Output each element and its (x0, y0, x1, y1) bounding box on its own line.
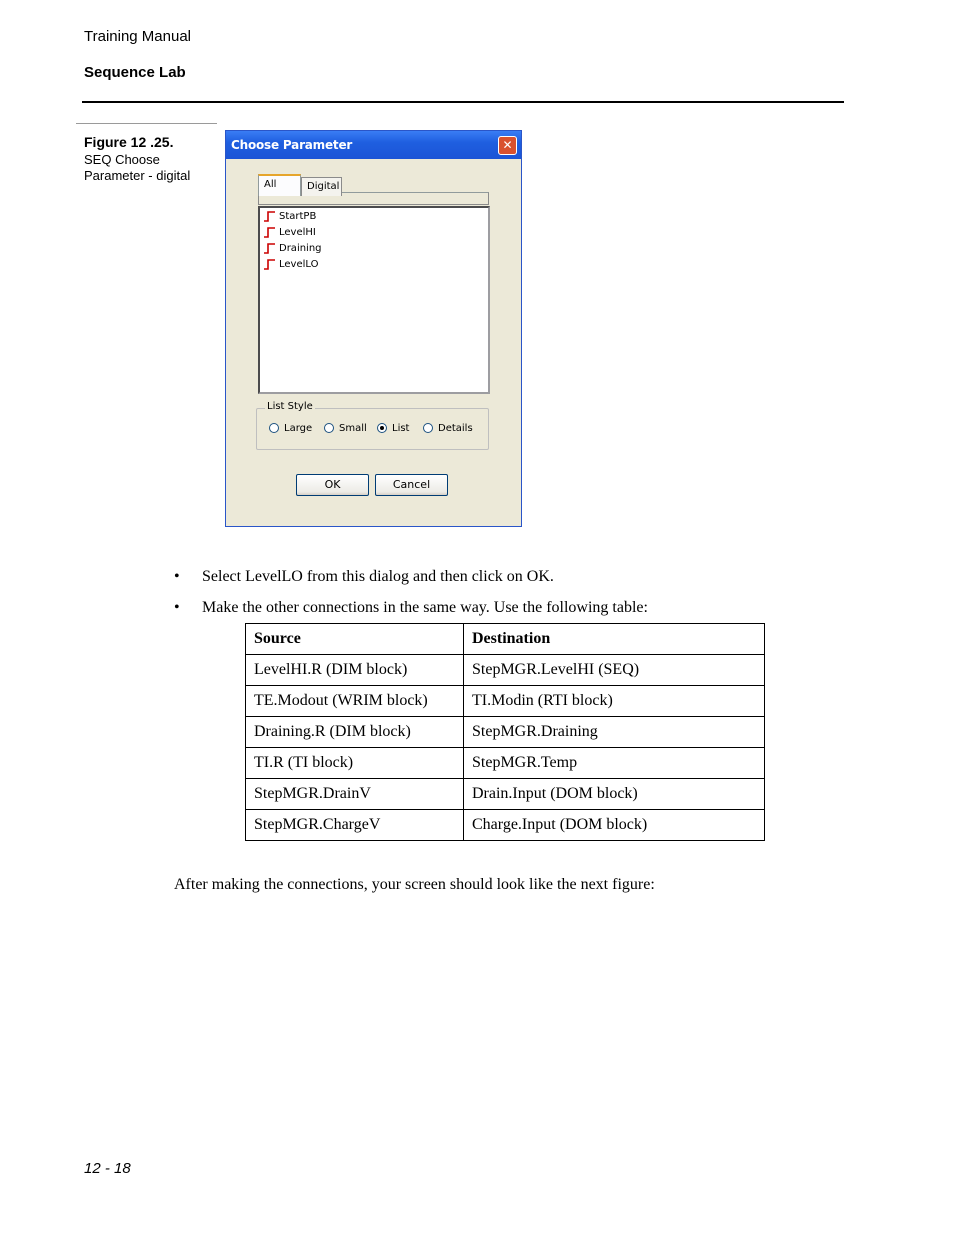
tab-digital[interactable]: Digital (301, 177, 342, 196)
section-title: Sequence Lab (84, 64, 186, 81)
close-icon[interactable]: ✕ (498, 136, 517, 155)
list-style-group (256, 401, 489, 450)
radio-large[interactable] (269, 423, 312, 434)
table-row (246, 686, 765, 717)
list-item[interactable] (264, 227, 316, 243)
cancel-button[interactable]: Cancel (375, 474, 448, 496)
digital-signal-icon (264, 227, 276, 238)
ok-button[interactable]: OK (296, 474, 369, 496)
digital-signal-icon (264, 259, 276, 270)
list-item-label: StartPB (279, 211, 317, 222)
list-item[interactable] (264, 259, 318, 275)
bullet-text: Make the other connections in the same way. Use the following table: (202, 599, 648, 616)
source-cell: StepMGR.DrainV (246, 779, 464, 810)
figure-label: Figure 12 .25. (84, 134, 174, 150)
table-row (246, 810, 765, 841)
header-rule (82, 101, 844, 103)
radio-circle[interactable] (423, 423, 433, 433)
radio-list[interactable] (377, 423, 409, 434)
page-number: 12 - 18 (84, 1160, 131, 1177)
bullet-marker: • (174, 568, 180, 585)
list-style-legend: List Style (267, 401, 313, 412)
radio-label: Details (438, 423, 473, 434)
radio-circle[interactable] (269, 423, 279, 433)
choose-parameter-dialog (225, 130, 522, 527)
document-title: Training Manual (84, 28, 191, 45)
destination-cell: StepMGR.LevelHI (SEQ) (464, 655, 765, 686)
list-item-label: LevelHI (279, 227, 316, 238)
table-row (246, 655, 765, 686)
source-cell: Draining.R (DIM block) (246, 717, 464, 748)
destination-cell: Drain.Input (DOM block) (464, 779, 765, 810)
destination-cell: StepMGR.Draining (464, 717, 765, 748)
digital-signal-icon (264, 243, 276, 254)
list-item-label: LevelLO (279, 259, 319, 270)
radio-circle[interactable] (324, 423, 334, 433)
body-paragraph: After making the connections, your screen should look like the next figure: (174, 876, 655, 893)
parameter-list[interactable] (258, 206, 490, 394)
dialog-title: Choose Parameter (231, 138, 353, 152)
header-destination: Destination (464, 624, 765, 655)
destination-cell: StepMGR.Temp (464, 748, 765, 779)
table-header-row (246, 624, 765, 655)
radio-label: Large (284, 423, 313, 434)
dialog-title-bar[interactable] (226, 131, 521, 159)
digital-signal-icon (264, 211, 276, 222)
source-cell: LevelHI.R (DIM block) (246, 655, 464, 686)
destination-cell: TI.Modin (RTI block) (464, 686, 765, 717)
tab-all[interactable]: All (258, 174, 301, 196)
source-cell: StepMGR.ChargeV (246, 810, 464, 841)
list-item-label: Draining (279, 243, 322, 254)
destination-cell: Charge.Input (DOM block) (464, 810, 765, 841)
radio-label: List (392, 423, 410, 434)
radio-label: Small (339, 423, 367, 434)
table-row (246, 748, 765, 779)
figure-caption: SEQ Choose Parameter - digital (84, 152, 191, 183)
list-item[interactable] (264, 243, 322, 259)
bullet-marker: • (174, 599, 180, 616)
header-source: Source (246, 624, 464, 655)
table-row (246, 717, 765, 748)
list-item[interactable] (264, 211, 316, 227)
bullet-text: Select LevelLO from this dialog and then click on OK. (202, 568, 554, 585)
connections-table (245, 623, 765, 841)
caption-rule (76, 123, 217, 124)
source-cell: TE.Modout (WRIM block) (246, 686, 464, 717)
radio-details[interactable] (423, 423, 473, 434)
source-cell: TI.R (TI block) (246, 748, 464, 779)
table-row (246, 779, 765, 810)
radio-small[interactable] (324, 423, 367, 434)
radio-circle-checked[interactable] (377, 423, 387, 433)
